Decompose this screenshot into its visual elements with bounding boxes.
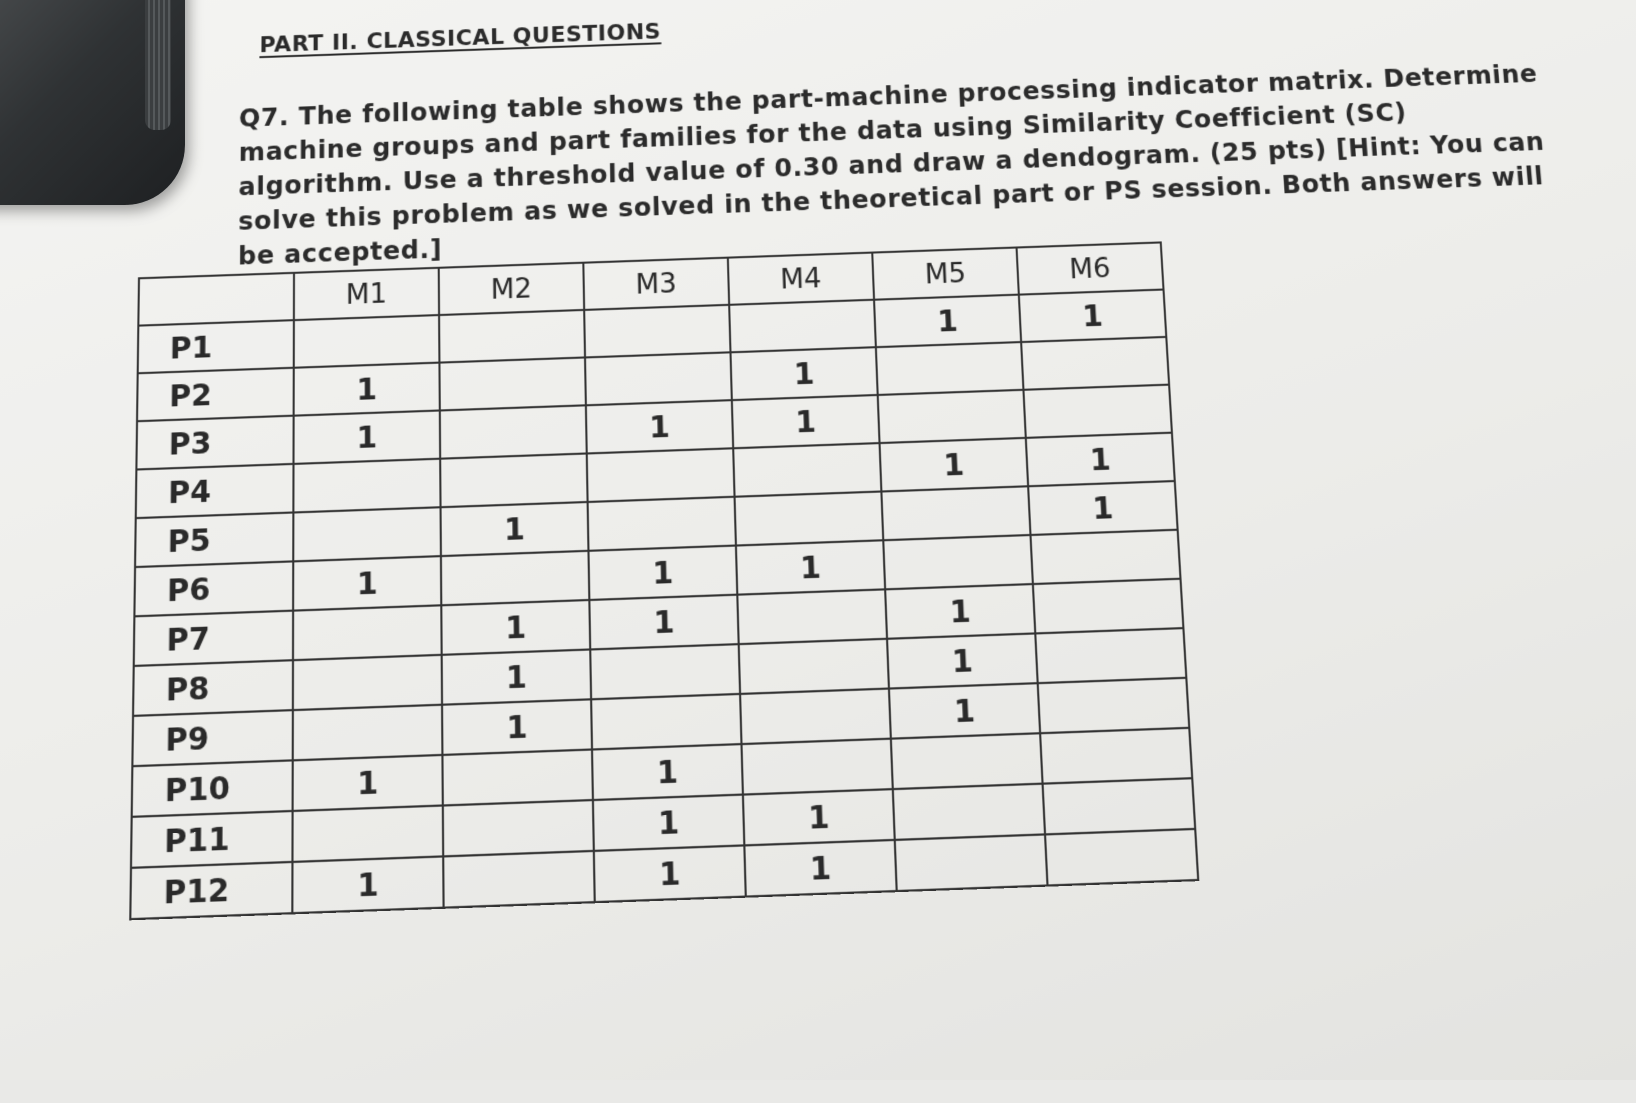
matrix-cell (733, 443, 881, 497)
matrix-cell (1040, 728, 1192, 784)
matrix-cell: 1 (441, 502, 589, 556)
matrix-cell (439, 310, 585, 363)
matrix-cell (881, 486, 1030, 540)
exam-sheet (94, 0, 1622, 1103)
column-header: M6 (1017, 242, 1164, 294)
matrix-cell (740, 689, 891, 745)
row-label: P3 (136, 416, 293, 470)
matrix-cell (439, 357, 585, 410)
matrix-cell (893, 784, 1045, 840)
matrix-cell (441, 551, 589, 605)
matrix-cell: 1 (593, 795, 744, 851)
matrix-cell: 1 (293, 755, 443, 811)
matrix-cell (895, 834, 1048, 891)
matrix-cell: 1 (887, 633, 1038, 688)
matrix-cell: 1 (294, 410, 441, 463)
row-label: P5 (135, 512, 293, 567)
matrix-cell (584, 305, 730, 358)
matrix-cell (440, 453, 587, 507)
section-title: PART II. CLASSICAL QUESTIONS (259, 19, 662, 59)
matrix-cell: 1 (588, 546, 737, 600)
column-header: M4 (728, 253, 874, 305)
matrix-cell: 1 (736, 540, 885, 594)
matrix-cell (1035, 628, 1186, 683)
matrix-cell (443, 800, 594, 856)
matrix-cell (1033, 579, 1184, 634)
matrix-cell: 1 (594, 845, 746, 902)
row-label: P8 (133, 660, 293, 716)
matrix-cell (1045, 829, 1198, 886)
matrix-cell (590, 644, 740, 699)
row-label: P9 (132, 710, 292, 766)
matrix-cell: 1 (732, 395, 880, 448)
matrix-cell: 1 (589, 595, 738, 650)
matrix-cell: 1 (730, 347, 877, 400)
matrix-cell (883, 535, 1033, 589)
matrix-cell: 1 (743, 789, 895, 845)
column-header: M3 (583, 258, 729, 310)
matrix-cell (293, 655, 442, 710)
row-label: P2 (137, 368, 294, 421)
matrix-cell (588, 497, 736, 551)
row-label: P1 (138, 320, 294, 373)
matrix-cell (293, 507, 441, 561)
row-label: P10 (132, 760, 293, 816)
column-header: M2 (439, 263, 584, 315)
matrix-cell: 1 (744, 840, 896, 897)
row-label: P7 (134, 611, 293, 666)
matrix-body (130, 290, 1198, 920)
matrix-cell: 1 (885, 584, 1035, 639)
matrix-cell: 1 (292, 856, 443, 913)
matrix-cell (591, 694, 741, 750)
matrix-cell: 1 (1028, 481, 1177, 535)
corner-cell (138, 273, 294, 326)
matrix-cell (587, 448, 735, 502)
matrix-cell (735, 492, 884, 546)
matrix-cell (1023, 385, 1171, 438)
matrix-cell (440, 405, 587, 458)
matrix-cell: 1 (592, 744, 743, 800)
row-label: P6 (134, 561, 293, 616)
matrix-cell (294, 315, 440, 368)
matrix-cell: 1 (293, 556, 441, 611)
matrix-cell: 1 (874, 295, 1021, 348)
matrix-cell (293, 705, 443, 761)
matrix-cell (1030, 530, 1180, 584)
matrix-cell (739, 639, 889, 694)
row-label: P12 (130, 862, 292, 919)
matrix-cell: 1 (586, 400, 733, 453)
matrix-cell (585, 352, 732, 405)
matrix-cell (876, 342, 1024, 395)
column-header: M5 (872, 248, 1019, 300)
matrix-cell (1038, 678, 1190, 733)
matrix-cell (292, 806, 443, 862)
matrix-cell (442, 750, 592, 806)
matrix-cell: 1 (1026, 433, 1175, 487)
matrix-cell (729, 300, 876, 353)
matrix-cell (741, 739, 892, 795)
matrix-cell (293, 605, 442, 660)
matrix-cell (443, 851, 595, 908)
part-machine-matrix (129, 241, 1199, 920)
column-header: M1 (294, 268, 439, 320)
matrix-cell: 1 (889, 683, 1040, 738)
matrix-cell: 1 (294, 363, 440, 416)
matrix-cell: 1 (880, 438, 1029, 492)
matrix-cell: 1 (441, 600, 590, 655)
matrix-cell (1043, 778, 1196, 834)
question-text: Q7. The following table shows the part-machine processing indicator matrix. Determine machine groups and part families for the data using Similarity Coefficient (SC) algorithm. Use a threshold value of 0.30 and draw a dendogram. (25 pts) [Hint: You can solve this problem as we solved in the theoretical part or PS session. Both answers will be accepted.] (237, 58, 1546, 271)
matrix-cell: 1 (1019, 290, 1166, 343)
matrix-cell (1021, 337, 1169, 390)
matrix-cell: 1 (442, 699, 592, 755)
matrix-cell (293, 459, 440, 513)
row-label: P4 (136, 464, 294, 518)
matrix-cell (891, 733, 1043, 789)
matrix-cell: 1 (442, 649, 591, 704)
matrix-cell (878, 390, 1026, 443)
matrix-cell (737, 589, 887, 644)
row-label: P11 (131, 811, 293, 868)
